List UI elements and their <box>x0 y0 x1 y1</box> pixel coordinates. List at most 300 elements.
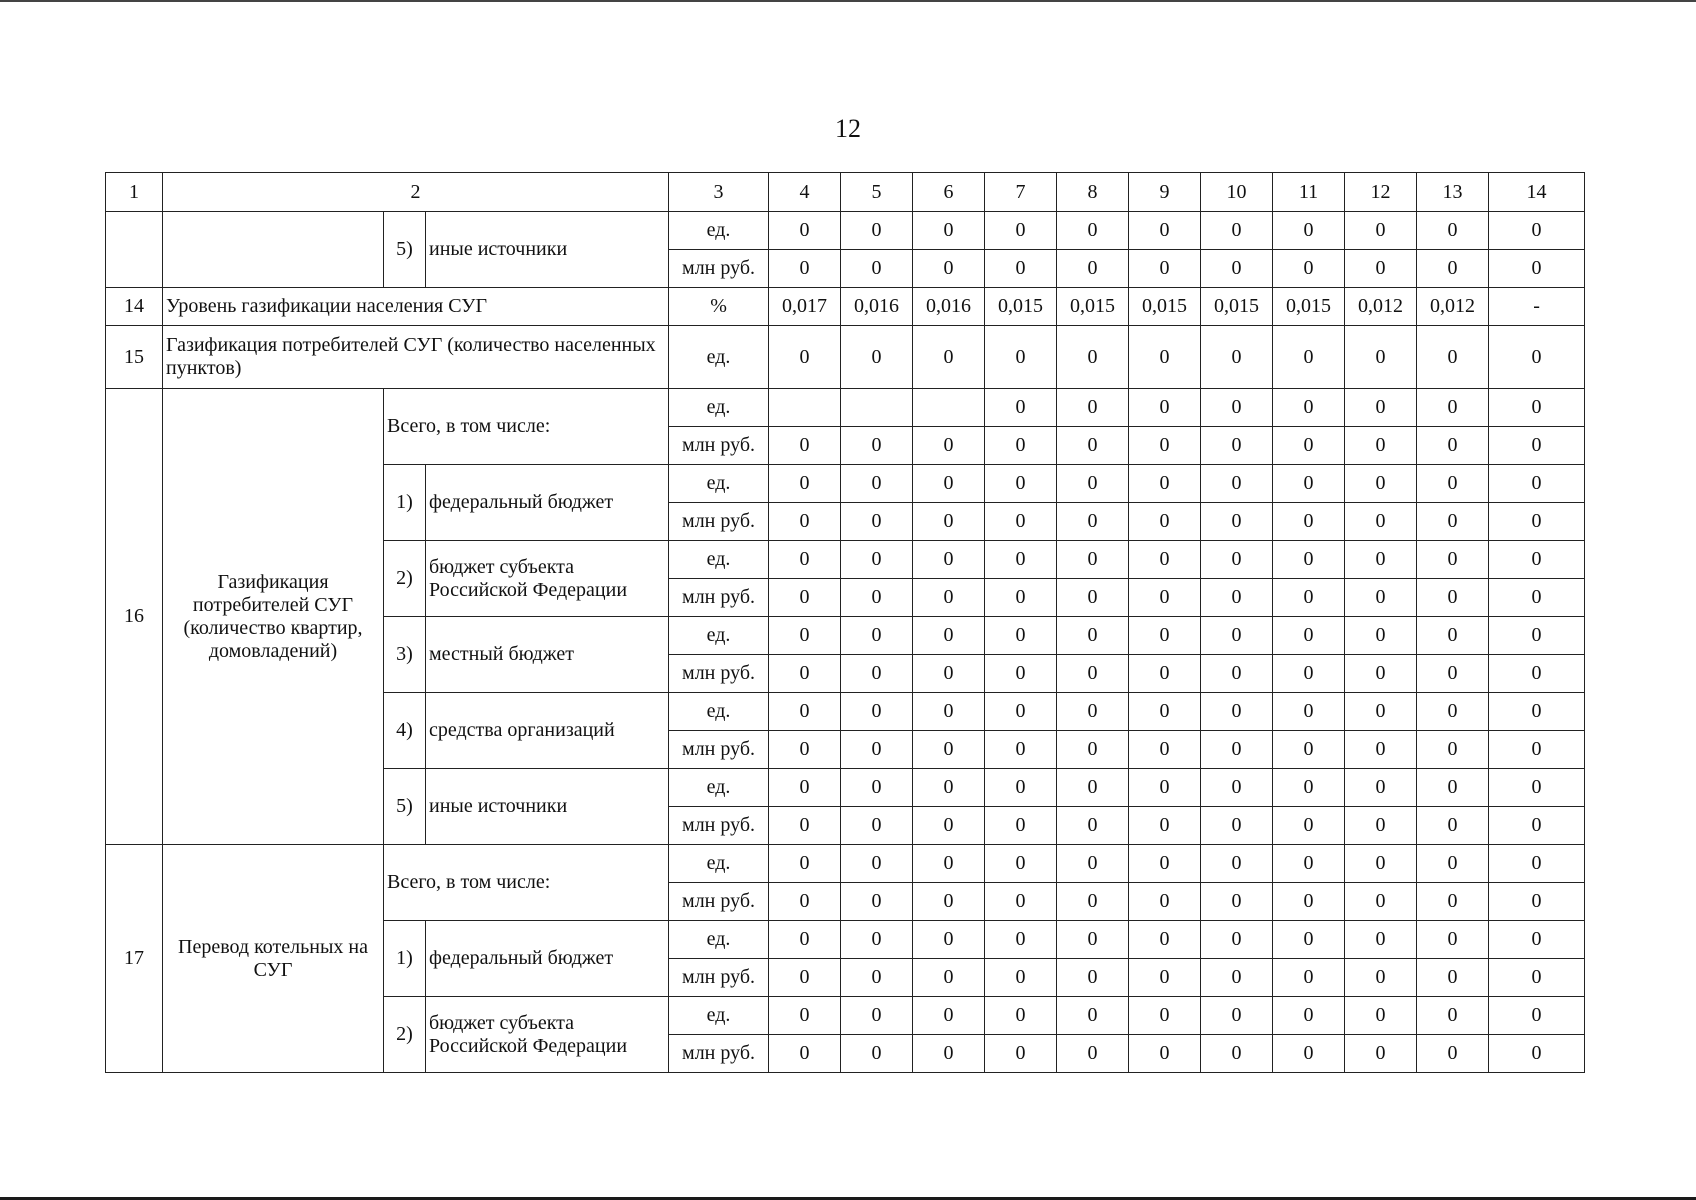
value-cell: 0 <box>913 503 985 541</box>
value-cell: 0 <box>769 921 841 959</box>
value-cell: 0 <box>769 769 841 807</box>
value-cell: 0 <box>1417 503 1489 541</box>
value-cell: 0 <box>769 212 841 250</box>
value-cell: 0 <box>1201 959 1273 997</box>
value-cell: 0 <box>1201 389 1273 427</box>
table-row <box>106 212 1585 250</box>
value-cell: 0 <box>769 250 841 288</box>
value-cell: 0 <box>1129 883 1201 921</box>
value-cell: 0 <box>1489 921 1585 959</box>
value-cell <box>913 389 985 427</box>
value-cell: 0 <box>1345 845 1417 883</box>
value-cell: 0 <box>1417 427 1489 465</box>
unit-cell: млн руб. <box>669 807 769 845</box>
value-cell: 0 <box>1129 731 1201 769</box>
value-cell: 0 <box>1417 731 1489 769</box>
value-cell: 0 <box>1417 693 1489 731</box>
value-cell: 0 <box>985 997 1057 1035</box>
table-row <box>106 845 1585 883</box>
value-cell: 0 <box>1489 1035 1585 1073</box>
value-cell: 0 <box>1201 465 1273 503</box>
value-cell: 0 <box>1057 883 1129 921</box>
unit-cell: млн руб. <box>669 427 769 465</box>
value-cell: 0 <box>913 693 985 731</box>
value-cell: 0 <box>1129 807 1201 845</box>
value-cell: 0 <box>1201 579 1273 617</box>
sub-label-cell: бюджет субъекта Российской Федерации <box>426 997 669 1073</box>
value-cell: 0 <box>1345 250 1417 288</box>
value-cell: 0 <box>1273 997 1345 1035</box>
value-cell: 0 <box>1057 465 1129 503</box>
value-cell: 0 <box>913 921 985 959</box>
value-cell: 0 <box>1489 731 1585 769</box>
table-row <box>106 288 1585 326</box>
value-cell: 0 <box>1489 326 1585 389</box>
value-cell: 0 <box>769 541 841 579</box>
row-number-cell <box>106 212 163 288</box>
value-cell: 0 <box>1273 579 1345 617</box>
value-cell: 0 <box>1273 655 1345 693</box>
value-cell: 0 <box>913 883 985 921</box>
value-cell: 0 <box>1129 579 1201 617</box>
sub-label-cell: средства организаций <box>426 693 669 769</box>
value-cell: 0 <box>913 427 985 465</box>
value-cell: 0 <box>769 731 841 769</box>
value-cell: 0 <box>1489 389 1585 427</box>
value-cell: 0 <box>1345 883 1417 921</box>
value-cell: 0 <box>1057 212 1129 250</box>
row-label-cell: Уровень газификации населения СУГ <box>163 288 669 326</box>
sub-label-cell: федеральный бюджет <box>426 465 669 541</box>
value-cell: 0 <box>841 731 913 769</box>
value-cell: 0 <box>841 921 913 959</box>
value-cell: 0 <box>1129 845 1201 883</box>
value-cell: 0 <box>1417 769 1489 807</box>
value-cell: 0 <box>1057 389 1129 427</box>
value-cell: 0 <box>841 655 913 693</box>
unit-cell: ед. <box>669 326 769 389</box>
value-cell: 0 <box>1417 921 1489 959</box>
unit-cell: ед. <box>669 389 769 427</box>
value-cell: 0 <box>1273 807 1345 845</box>
value-cell <box>769 389 841 427</box>
value-cell: 0 <box>1417 959 1489 997</box>
unit-cell: млн руб. <box>669 883 769 921</box>
value-cell: 0 <box>1489 541 1585 579</box>
unit-cell: млн руб. <box>669 503 769 541</box>
value-cell: 0 <box>1345 503 1417 541</box>
value-cell: 0 <box>1057 693 1129 731</box>
header-cell: 6 <box>913 173 985 212</box>
group-label-cell: Перевод котельных на СУГ <box>163 845 384 1073</box>
value-cell: 0 <box>1417 579 1489 617</box>
value-cell: 0 <box>1201 617 1273 655</box>
value-cell: 0 <box>1345 731 1417 769</box>
value-cell: 0 <box>1273 427 1345 465</box>
value-cell: 0,015 <box>1273 288 1345 326</box>
value-cell: 0 <box>769 655 841 693</box>
value-cell: 0 <box>1129 617 1201 655</box>
value-cell: 0 <box>1201 845 1273 883</box>
table-row <box>106 326 1585 389</box>
sub-number-cell: 2) <box>384 541 426 617</box>
unit-cell: млн руб. <box>669 1035 769 1073</box>
value-cell: 0 <box>985 731 1057 769</box>
total-label-cell: Всего, в том числе: <box>384 845 669 921</box>
value-cell: - <box>1489 288 1585 326</box>
value-cell: 0 <box>1489 212 1585 250</box>
value-cell: 0 <box>841 693 913 731</box>
value-cell: 0 <box>913 845 985 883</box>
value-cell: 0 <box>1417 997 1489 1035</box>
value-cell: 0 <box>841 212 913 250</box>
table-body <box>106 173 1585 1073</box>
unit-cell: % <box>669 288 769 326</box>
value-cell: 0 <box>841 250 913 288</box>
row-number-cell: 16 <box>106 389 163 845</box>
unit-cell: ед. <box>669 465 769 503</box>
value-cell: 0 <box>985 503 1057 541</box>
value-cell: 0 <box>1057 997 1129 1035</box>
page-number: 12 <box>835 114 861 143</box>
sub-number-cell: 1) <box>384 921 426 997</box>
value-cell: 0 <box>769 326 841 389</box>
value-cell: 0 <box>1345 579 1417 617</box>
value-cell: 0 <box>1273 389 1345 427</box>
value-cell: 0 <box>841 997 913 1035</box>
value-cell: 0 <box>1057 427 1129 465</box>
value-cell: 0 <box>841 541 913 579</box>
value-cell: 0 <box>1273 921 1345 959</box>
sub-number-cell: 5) <box>384 769 426 845</box>
value-cell: 0 <box>1057 769 1129 807</box>
value-cell: 0 <box>1345 921 1417 959</box>
value-cell: 0 <box>913 769 985 807</box>
value-cell: 0 <box>1201 1035 1273 1073</box>
value-cell: 0 <box>985 389 1057 427</box>
value-cell: 0 <box>1489 845 1585 883</box>
value-cell: 0 <box>985 807 1057 845</box>
row-number-cell: 14 <box>106 288 163 326</box>
value-cell: 0 <box>1273 541 1345 579</box>
header-cell: 11 <box>1273 173 1345 212</box>
value-cell: 0 <box>841 427 913 465</box>
unit-cell: млн руб. <box>669 731 769 769</box>
value-cell: 0 <box>1129 541 1201 579</box>
value-cell: 0 <box>1201 250 1273 288</box>
value-cell: 0 <box>985 326 1057 389</box>
value-cell: 0 <box>985 769 1057 807</box>
value-cell: 0 <box>1489 693 1585 731</box>
scan-top-edge <box>0 0 1696 2</box>
value-cell: 0 <box>1417 465 1489 503</box>
value-cell: 0 <box>913 1035 985 1073</box>
row-number-cell: 15 <box>106 326 163 389</box>
value-cell: 0 <box>841 465 913 503</box>
value-cell: 0 <box>1057 921 1129 959</box>
value-cell: 0 <box>1057 807 1129 845</box>
value-cell: 0 <box>913 731 985 769</box>
value-cell: 0 <box>1057 845 1129 883</box>
value-cell: 0 <box>1201 731 1273 769</box>
sub-number-cell: 2) <box>384 997 426 1073</box>
value-cell: 0 <box>1129 997 1201 1035</box>
header-cell: 9 <box>1129 173 1201 212</box>
value-cell: 0 <box>1417 212 1489 250</box>
unit-cell: млн руб. <box>669 959 769 997</box>
value-cell: 0 <box>1201 503 1273 541</box>
value-cell: 0 <box>985 465 1057 503</box>
unit-cell: ед. <box>669 693 769 731</box>
value-cell: 0 <box>1489 579 1585 617</box>
header-cell: 1 <box>106 173 163 212</box>
value-cell: 0 <box>1489 655 1585 693</box>
header-row <box>106 173 1585 212</box>
value-cell: 0 <box>1201 921 1273 959</box>
header-cell: 10 <box>1201 173 1273 212</box>
value-cell: 0 <box>1129 959 1201 997</box>
value-cell: 0 <box>1417 617 1489 655</box>
value-cell: 0 <box>841 959 913 997</box>
value-cell: 0 <box>985 617 1057 655</box>
value-cell: 0 <box>769 617 841 655</box>
value-cell: 0 <box>1129 921 1201 959</box>
value-cell: 0 <box>913 212 985 250</box>
value-cell: 0 <box>1201 807 1273 845</box>
value-cell: 0 <box>1273 845 1345 883</box>
value-cell: 0 <box>985 693 1057 731</box>
value-cell: 0 <box>1345 212 1417 250</box>
value-cell: 0 <box>1057 503 1129 541</box>
value-cell: 0 <box>769 845 841 883</box>
table-row <box>106 389 1585 427</box>
unit-cell: ед. <box>669 617 769 655</box>
value-cell: 0 <box>913 655 985 693</box>
sub-number-cell: 4) <box>384 693 426 769</box>
value-cell: 0 <box>1129 693 1201 731</box>
unit-cell: ед. <box>669 541 769 579</box>
value-cell: 0 <box>1273 1035 1345 1073</box>
value-cell: 0 <box>1057 959 1129 997</box>
value-cell: 0 <box>913 465 985 503</box>
row-number-cell: 17 <box>106 845 163 1073</box>
unit-cell: ед. <box>669 769 769 807</box>
value-cell: 0 <box>1273 212 1345 250</box>
unit-cell: ед. <box>669 997 769 1035</box>
value-cell: 0 <box>769 959 841 997</box>
value-cell: 0 <box>1201 693 1273 731</box>
value-cell: 0 <box>769 997 841 1035</box>
value-cell: 0 <box>841 617 913 655</box>
value-cell: 0 <box>841 807 913 845</box>
value-cell: 0 <box>1057 617 1129 655</box>
value-cell: 0 <box>913 579 985 617</box>
total-label-cell: Всего, в том числе: <box>384 389 669 465</box>
value-cell: 0 <box>985 959 1057 997</box>
value-cell: 0 <box>769 1035 841 1073</box>
value-cell: 0 <box>1417 883 1489 921</box>
sub-label-cell: иные источники <box>426 769 669 845</box>
value-cell: 0 <box>1489 959 1585 997</box>
value-cell: 0 <box>913 997 985 1035</box>
value-cell: 0 <box>985 250 1057 288</box>
value-cell: 0 <box>985 212 1057 250</box>
data-table <box>105 172 1585 1073</box>
value-cell: 0 <box>1129 1035 1201 1073</box>
value-cell: 0 <box>1417 541 1489 579</box>
value-cell: 0 <box>1489 807 1585 845</box>
value-cell: 0,016 <box>913 288 985 326</box>
value-cell: 0 <box>1345 1035 1417 1073</box>
unit-cell: ед. <box>669 212 769 250</box>
value-cell: 0 <box>1057 326 1129 389</box>
value-cell: 0 <box>769 807 841 845</box>
value-cell: 0 <box>1489 465 1585 503</box>
value-cell: 0 <box>1057 579 1129 617</box>
value-cell: 0 <box>913 959 985 997</box>
value-cell: 0 <box>841 845 913 883</box>
value-cell: 0 <box>1273 693 1345 731</box>
sub-label-cell: федеральный бюджет <box>426 921 669 997</box>
value-cell: 0 <box>985 883 1057 921</box>
value-cell: 0 <box>985 541 1057 579</box>
value-cell: 0 <box>1345 997 1417 1035</box>
unit-cell: млн руб. <box>669 579 769 617</box>
value-cell: 0,015 <box>1057 288 1129 326</box>
value-cell: 0 <box>769 427 841 465</box>
value-cell: 0 <box>1273 617 1345 655</box>
value-cell: 0 <box>1129 427 1201 465</box>
value-cell: 0 <box>913 617 985 655</box>
value-cell: 0 <box>1345 959 1417 997</box>
value-cell: 0 <box>1489 769 1585 807</box>
value-cell: 0,015 <box>985 288 1057 326</box>
unit-cell: млн руб. <box>669 250 769 288</box>
value-cell: 0 <box>841 1035 913 1073</box>
value-cell: 0,015 <box>1201 288 1273 326</box>
value-cell: 0 <box>841 503 913 541</box>
unit-cell: ед. <box>669 921 769 959</box>
value-cell: 0 <box>1489 617 1585 655</box>
value-cell: 0 <box>769 579 841 617</box>
value-cell: 0 <box>1129 250 1201 288</box>
value-cell: 0 <box>1273 959 1345 997</box>
value-cell: 0 <box>1489 503 1585 541</box>
value-cell: 0 <box>985 427 1057 465</box>
header-cell: 14 <box>1489 173 1585 212</box>
value-cell: 0 <box>913 250 985 288</box>
value-cell: 0 <box>1201 541 1273 579</box>
value-cell: 0,012 <box>1417 288 1489 326</box>
header-cell: 13 <box>1417 173 1489 212</box>
value-cell: 0 <box>1273 250 1345 288</box>
value-cell: 0 <box>841 579 913 617</box>
value-cell: 0 <box>1129 655 1201 693</box>
sub-label-cell: бюджет субъекта Российской Федерации <box>426 541 669 617</box>
value-cell: 0,017 <box>769 288 841 326</box>
header-cell: 7 <box>985 173 1057 212</box>
value-cell: 0 <box>1273 465 1345 503</box>
value-cell: 0 <box>1417 250 1489 288</box>
value-cell: 0 <box>1273 769 1345 807</box>
value-cell: 0 <box>1273 883 1345 921</box>
value-cell: 0 <box>1129 465 1201 503</box>
value-cell: 0 <box>1273 326 1345 389</box>
header-cell: 8 <box>1057 173 1129 212</box>
value-cell: 0 <box>1417 326 1489 389</box>
value-cell: 0 <box>1345 655 1417 693</box>
header-cell: 4 <box>769 173 841 212</box>
sub-number-cell: 1) <box>384 465 426 541</box>
value-cell: 0 <box>1201 427 1273 465</box>
value-cell: 0 <box>769 465 841 503</box>
value-cell: 0 <box>1057 731 1129 769</box>
value-cell: 0 <box>1417 807 1489 845</box>
value-cell: 0 <box>985 921 1057 959</box>
value-cell: 0 <box>1489 997 1585 1035</box>
sub-number-cell: 5) <box>384 212 426 288</box>
value-cell: 0 <box>1345 693 1417 731</box>
value-cell: 0 <box>1201 769 1273 807</box>
value-cell: 0 <box>1345 769 1417 807</box>
value-cell: 0 <box>841 769 913 807</box>
value-cell: 0 <box>1057 250 1129 288</box>
value-cell: 0 <box>1273 503 1345 541</box>
value-cell: 0 <box>1273 731 1345 769</box>
sub-number-cell: 3) <box>384 617 426 693</box>
unit-cell: ед. <box>669 845 769 883</box>
value-cell: 0 <box>769 503 841 541</box>
value-cell: 0 <box>769 883 841 921</box>
value-cell: 0,016 <box>841 288 913 326</box>
value-cell: 0 <box>1057 541 1129 579</box>
value-cell: 0,015 <box>1129 288 1201 326</box>
value-cell: 0 <box>841 883 913 921</box>
value-cell: 0 <box>1345 427 1417 465</box>
row-label-cell: Газификация потребителей СУГ (количество населенных пунктов) <box>163 326 669 389</box>
value-cell: 0,012 <box>1345 288 1417 326</box>
value-cell: 0 <box>1417 1035 1489 1073</box>
value-cell: 0 <box>913 326 985 389</box>
value-cell: 0 <box>1129 212 1201 250</box>
header-cell: 3 <box>669 173 769 212</box>
header-cell: 2 <box>163 173 669 212</box>
value-cell: 0 <box>1345 389 1417 427</box>
header-cell: 5 <box>841 173 913 212</box>
value-cell: 0 <box>985 845 1057 883</box>
value-cell: 0 <box>1417 389 1489 427</box>
value-cell: 0 <box>1057 655 1129 693</box>
value-cell: 0 <box>1201 212 1273 250</box>
value-cell: 0 <box>913 541 985 579</box>
group-label-cell <box>163 212 384 288</box>
value-cell: 0 <box>1345 326 1417 389</box>
value-cell: 0 <box>1345 465 1417 503</box>
value-cell: 0 <box>1129 503 1201 541</box>
value-cell: 0 <box>1345 541 1417 579</box>
value-cell: 0 <box>985 1035 1057 1073</box>
value-cell: 0 <box>1201 883 1273 921</box>
value-cell: 0 <box>841 326 913 389</box>
group-label-cell: Газификация потребителей СУГ (количество квартир, домовладений) <box>163 389 384 845</box>
value-cell <box>841 389 913 427</box>
value-cell: 0 <box>1129 389 1201 427</box>
value-cell: 0 <box>1345 617 1417 655</box>
value-cell: 0 <box>1489 250 1585 288</box>
value-cell: 0 <box>769 693 841 731</box>
value-cell: 0 <box>985 655 1057 693</box>
value-cell: 0 <box>1129 326 1201 389</box>
